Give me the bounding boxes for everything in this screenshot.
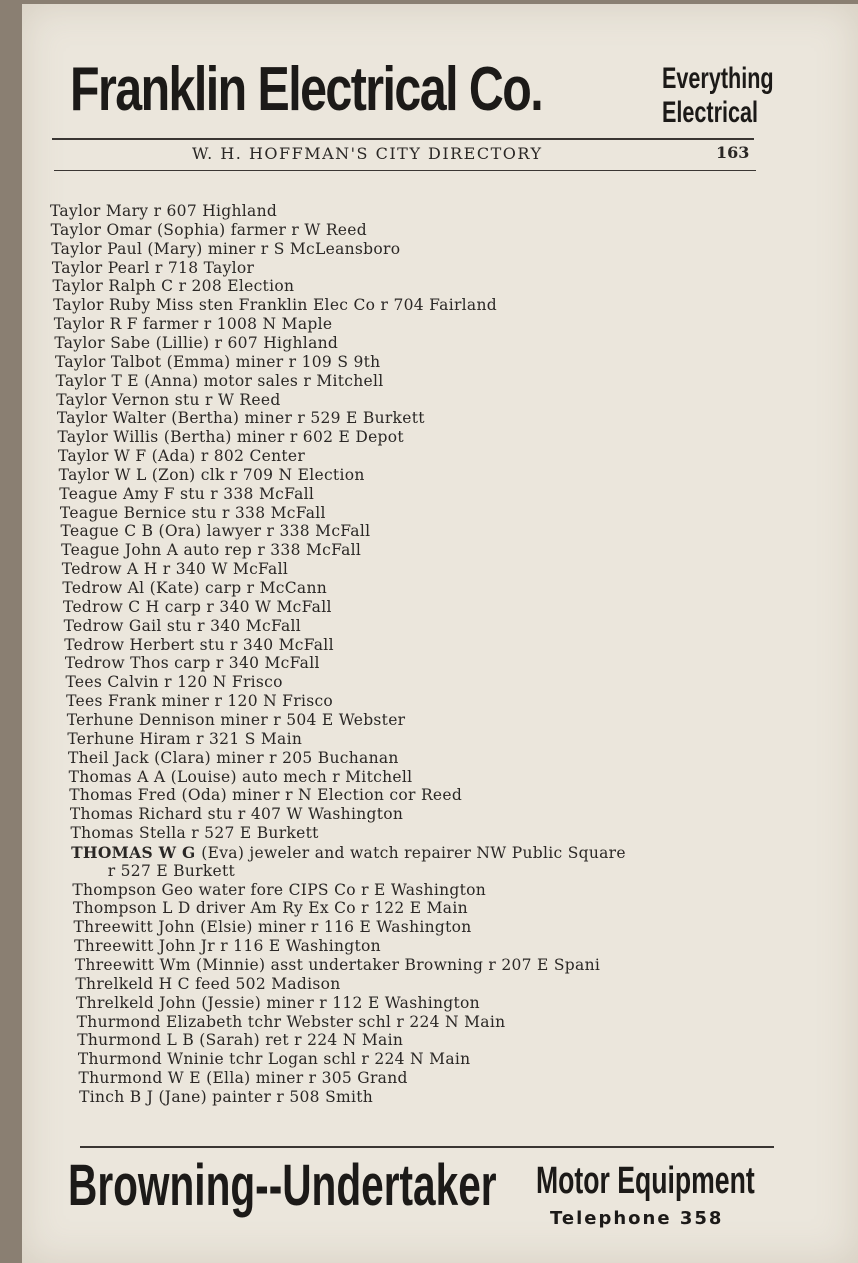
entry-details: A H r 340 W McFall [127, 560, 289, 579]
directory-entry [54, 334, 338, 352]
directory-entry [68, 749, 399, 767]
directory-entry [54, 315, 333, 333]
entry-surname: Taylor [56, 409, 113, 428]
advertiser-phone: Telephone 358 [550, 1208, 724, 1229]
header-rule-top [52, 138, 754, 140]
entry-surname: Theil [67, 748, 115, 767]
directory-entry [59, 466, 365, 484]
entry-details: W E (Ella) miner r 305 Grand [167, 1069, 408, 1088]
entry-details: Sabe (Lillie) r 607 Highland [110, 333, 339, 352]
directory-entry [63, 598, 332, 616]
entry-details: Walter (Bertha) miner r 529 E Burkett [112, 409, 425, 428]
entry-details: Ruby Miss sten Franklin Elec Co r 704 Fairland [108, 296, 497, 315]
entry-surname: Thurmond [76, 1012, 166, 1031]
entry-surname: Taylor [51, 258, 108, 277]
directory-entry [73, 899, 468, 917]
entry-surname: Thompson [72, 880, 162, 899]
advertiser-name: Browning--Undertaker [68, 1153, 497, 1218]
directory-title: W. H. HOFFMAN'S CITY DIRECTORY [192, 144, 543, 163]
entry-surname: Taylor [58, 465, 115, 484]
entry-details: Wninie tchr Logan schl r 224 N Main [167, 1050, 471, 1069]
entry-surname: Thurmond [77, 1031, 167, 1050]
entry-details: John (Jessie) miner r 112 E Washington [159, 993, 480, 1012]
directory-entry [79, 1088, 373, 1106]
entry-details: Al (Kate) carp r McCann [127, 579, 328, 597]
directory-entry [69, 768, 413, 786]
entry-details: Elizabeth tchr Webster schl r 224 N Main [165, 1012, 506, 1031]
entry-details: Jack (Clara) miner r 205 Buchanan [114, 748, 399, 767]
entry-details: W F (Ada) r 802 Center [113, 447, 306, 466]
directory-entry [53, 296, 497, 314]
entry-details: Pearl r 718 Taylor [107, 258, 255, 277]
entry-details: T E (Anna) motor sales r Mitchell [111, 371, 384, 390]
entry-surname: Thomas [68, 767, 138, 786]
entry-surname: Threewitt [74, 956, 160, 974]
directory-entry [64, 617, 301, 635]
directory-entry [70, 824, 318, 842]
directory-entry [58, 447, 305, 465]
advertiser-service: Motor Equipment [536, 1160, 755, 1202]
entry-details: Paul (Mary) miner r S McLeansboro [107, 239, 401, 258]
entry-surname: Taylor [57, 428, 114, 447]
entry-details: Amy F stu r 338 McFall [122, 484, 315, 503]
entry-details: Geo water fore CIPS Co r E Washington [161, 880, 487, 899]
entry-details: Dennison miner r 504 E Webster [138, 710, 406, 729]
tagline-line-1: Everything [662, 62, 774, 95]
directory-entry [51, 221, 367, 239]
directory-entry [66, 673, 283, 691]
entry-details: Stella r 527 E Burkett [139, 824, 319, 843]
header-rule-bottom [54, 170, 756, 171]
entry-surname: Threlkeld [75, 974, 159, 993]
entry-surname: Tedrow [62, 579, 128, 597]
entry-surname: Taylor [58, 447, 114, 466]
entry-surname: Tedrow [64, 654, 131, 673]
entry-details: H C feed 502 Madison [158, 974, 341, 993]
directory-entry [64, 636, 334, 654]
entry-surname: Taylor [52, 277, 109, 296]
directory-entry [60, 504, 326, 522]
directory-entry [66, 692, 333, 710]
entry-details: (Eva) jeweler and watch repairer NW Public Square [201, 843, 626, 862]
entry-details: W L (Zon) clk r 709 N Election [114, 465, 365, 484]
directory-entry [62, 579, 327, 597]
header-advertisement [70, 54, 780, 134]
entry-details: Omar (Sophia) farmer r W Reed [106, 220, 367, 239]
entry-surname: Threlkeld [76, 993, 160, 1012]
entry-surname: Taylor [56, 390, 113, 409]
entry-surname: Teague [60, 522, 125, 541]
entry-details: Mary r 607 Highland [105, 202, 278, 220]
directory-entry [51, 240, 400, 258]
entry-surname: Threewitt [74, 937, 159, 956]
directory-entry [75, 956, 600, 974]
entry-details: Talbot (Emma) miner r 109 S 9th [110, 352, 381, 371]
directory-entry [65, 654, 320, 672]
directory-entry [69, 786, 462, 804]
directory-entry [72, 881, 486, 899]
entry-surname: Tees [66, 692, 108, 711]
directory-entry [75, 975, 340, 993]
entry-details: John A auto rep r 338 McFall [124, 541, 362, 560]
tagline-line-2: Electrical [662, 96, 759, 129]
entry-surname: Tedrow [61, 560, 128, 579]
entry-surname: Taylor [54, 352, 111, 371]
directory-entry [50, 202, 277, 220]
entry-surname: Threewitt [73, 918, 159, 937]
entry-surname: Taylor [50, 202, 106, 220]
entry-surname: Tedrow [63, 616, 129, 635]
page-number: 163 [716, 143, 750, 162]
entry-surname: Tees [65, 673, 108, 692]
entry-surname: Tedrow [64, 635, 130, 654]
entry-surname: Taylor [53, 315, 110, 334]
entry-details: Willis (Bertha) miner r 602 E Depot [113, 428, 404, 447]
directory-entry [74, 937, 381, 955]
directory-entry [76, 994, 480, 1012]
entry-surname: Thomas [69, 805, 139, 824]
directory-entry [79, 1069, 408, 1087]
entry-details: Richard stu r 407 W Washington [138, 805, 404, 824]
entry-details: C B (Ora) lawyer r 338 McFall [124, 522, 371, 541]
entry-surname: Thomas [69, 786, 138, 805]
directory-entry [108, 862, 235, 880]
entry-details: Hiram r 321 S Main [139, 729, 303, 748]
entry-details: Wm (Minnie) asst undertaker Browning r 207 E Spani [159, 956, 601, 974]
entry-surname: THOMAS W G [71, 842, 202, 862]
directory-entry [67, 730, 302, 748]
directory-entry [52, 259, 254, 277]
entry-details: R F farmer r 1008 N Maple [109, 315, 333, 334]
directory-entry [56, 391, 280, 409]
entry-surname: Taylor [51, 239, 108, 258]
advertiser-tagline [662, 62, 774, 130]
entry-details: Fred (Oda) miner r N Election cor Reed [137, 786, 463, 805]
entry-surname: Taylor [55, 371, 112, 390]
entry-details: Calvin r 120 N Frisco [107, 673, 283, 692]
entry-surname: Thurmond [77, 1050, 168, 1069]
entry-details: Gail stu r 340 McFall [128, 616, 302, 635]
directory-entry [70, 805, 403, 823]
directory-entry [62, 560, 288, 578]
entry-surname: Taylor [53, 296, 109, 315]
directory-entry [67, 711, 406, 729]
entry-details: Bernice stu r 338 McFall [123, 503, 326, 522]
directory-entry [56, 372, 384, 390]
entry-surname: Tedrow [63, 597, 129, 616]
entry-surname: Thompson [72, 899, 163, 918]
footer-advertisement [68, 1152, 778, 1232]
entry-details: Vernon stu r W Reed [112, 390, 281, 409]
entry-details: Ralph C r 208 Election [108, 277, 295, 296]
entry-details: John (Elsie) miner r 116 E Washington [158, 918, 472, 937]
entry-surname: Teague [59, 484, 123, 503]
entry-details: Herbert stu r 340 McFall [129, 635, 334, 654]
entry-details: C H carp r 340 W McFall [128, 597, 332, 616]
directory-entry [59, 485, 314, 503]
directory-entry [71, 843, 626, 862]
footer-rule [80, 1146, 774, 1148]
entry-details: L D driver Am Ry Ex Co r 122 E Main [162, 899, 468, 918]
entry-surname: Terhune [67, 729, 140, 748]
directory-entry [57, 409, 425, 427]
directory-entry [61, 522, 371, 540]
directory-entry [77, 1013, 506, 1031]
entry-details: r 527 E Burkett [107, 861, 236, 880]
entry-surname: Teague [61, 541, 125, 560]
directory-entry [52, 277, 294, 295]
entry-surname: Taylor [50, 220, 107, 239]
directory-entry [55, 353, 381, 371]
entry-details: A A (Louise) auto mech r Mitchell [137, 767, 413, 786]
entry-details: Frank miner r 120 N Frisco [107, 692, 334, 711]
entry-details: L B (Sarah) ret r 224 N Main [166, 1031, 404, 1050]
entry-surname: Taylor [54, 333, 111, 352]
advertiser-name: Franklin Electrical Co. [70, 55, 543, 124]
entry-surname: Thurmond [78, 1069, 168, 1088]
directory-entry [61, 541, 361, 559]
directory-entry [74, 918, 472, 936]
entry-details: Thos carp r 340 McFall [130, 654, 320, 673]
directory-entry [57, 428, 404, 446]
directory-entry [78, 1050, 471, 1068]
entry-details: John Jr r 116 E Washington [158, 937, 381, 956]
entry-surname: Terhune [66, 710, 139, 729]
entry-surname: Thomas [70, 824, 140, 843]
entry-details: B J (Jane) painter r 508 Smith [129, 1087, 374, 1106]
directory-entry [77, 1031, 403, 1049]
entry-surname: Tinch [79, 1087, 130, 1106]
entry-surname: Teague [59, 503, 124, 522]
